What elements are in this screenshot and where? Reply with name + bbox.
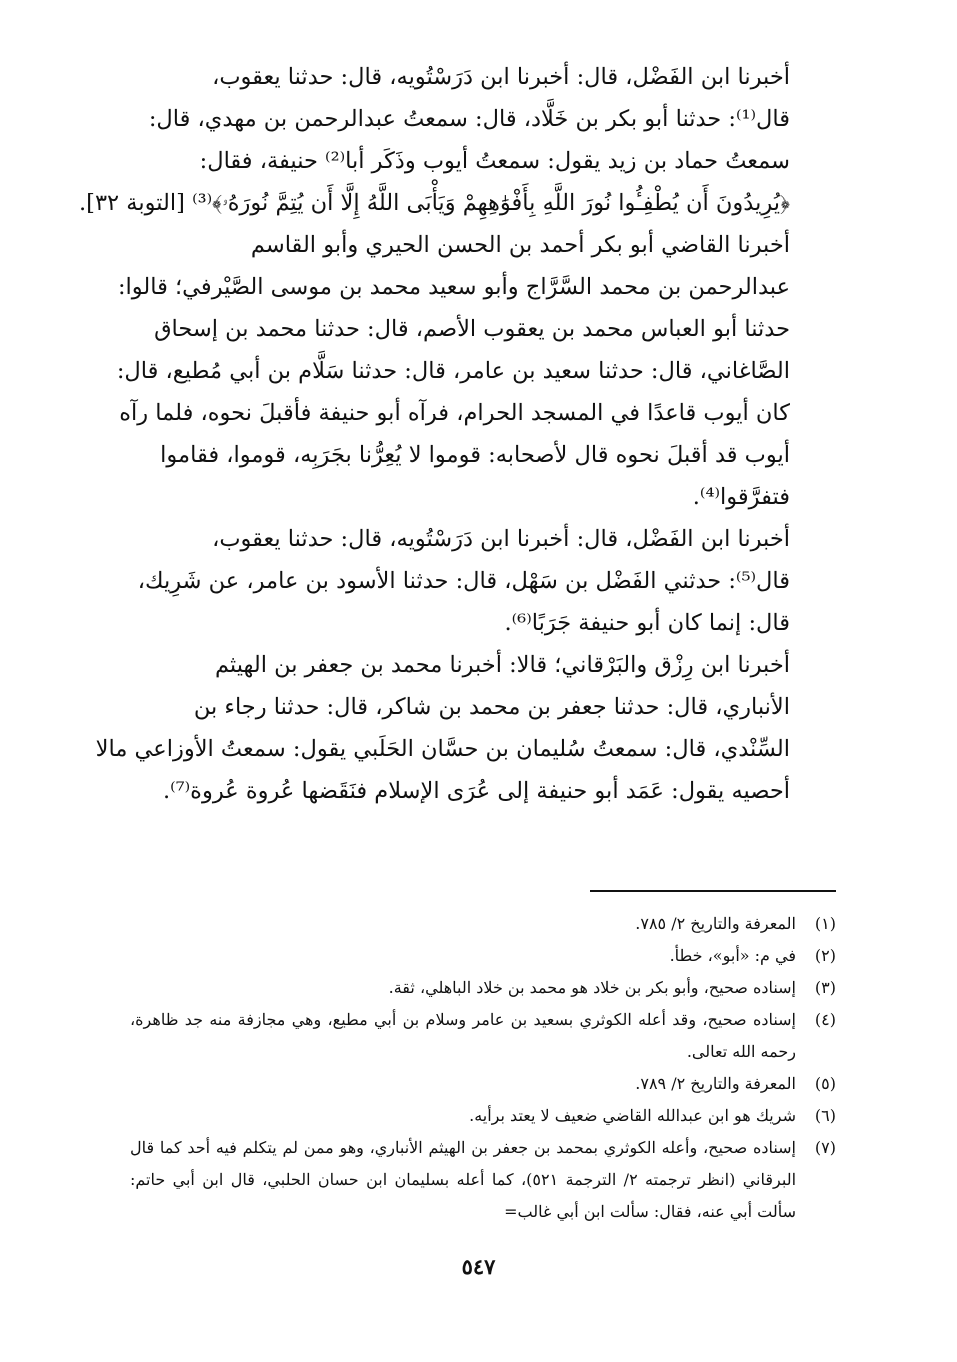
- footnote-text: المعرفة والتاريخ ٢/ ٧٨٥.: [635, 914, 796, 933]
- footnote-5: [130, 1068, 836, 1100]
- footnote-3: [130, 972, 836, 1004]
- footnote-text: في م: «أبو»، خطأ.: [669, 946, 796, 965]
- footnote-7: [130, 1132, 836, 1228]
- text-line: الصَّاغاني، قال: حدثنا سعيد بن عامر، قال: حدثنا سَلَّام بن أبي مُطيع، قال:: [116, 358, 790, 384]
- footnote-text: إسناده صحيح، وأعله الكوثري بمحمد بن جعفر بن الهيثم الأنباري، وهو ممن لم يتكلم فيه أحد كما قال البرقاني (انظر ترجمته ٢/ الترجمة ٥٢١)، كما أعله بسليمان ابن حسان الحلبي، قال ابن أبي حاتم: سألت أبي عنه، فقال: سألت ابن أبي غالب=: [130, 1138, 797, 1221]
- text-line: أيوب قد أقبلَ نحوه قال لأصحابه: قوموا لا يُعِرُّنا بجَرَبِه، قوموا، فقاموا: [160, 442, 790, 468]
- footnote-number: (٢): [814, 946, 836, 965]
- text-line: أخبرنا ابن رِزْق والبَرْقاني؛ قالا: أخبرنا محمد بن جعفر بن الهيثم: [214, 652, 790, 678]
- text-line: حدثنا أبو العباس محمد بن يعقوب الأصم، قال: حدثنا محمد بن إسحاق: [154, 316, 790, 342]
- text-line: سمعتُ حماد بن زيد يقول: سمعتُ أيوب وذَكَر أبا⁽²⁾ حنيفة، فقال:: [199, 148, 790, 174]
- footnote-text: إسناده صحيح، وأبو بكر بن خلاد هو محمد بن خلاد الباهلي، ثقة.: [388, 978, 796, 997]
- text-line: أخبرنا ابن الفَضْل، قال: أخبرنا ابن دَرَسْتُويه، قال: حدثنا يعقوب،: [212, 526, 790, 552]
- footnote-number: (٣): [814, 978, 836, 997]
- footnote-number: (٦): [814, 1106, 836, 1125]
- footnote-1: [130, 908, 836, 940]
- text-line: عبدالرحمن بن محمد السَّرَّاج وأبو سعيد محمد بن موسى الصَّيْرفي؛ قالوا:: [117, 274, 790, 300]
- main-text: [79, 56, 836, 812]
- text-line: السِّنْدي، قال: سمعتُ سُليمان بن حسَّان الحَلَبي يقول: سمعتُ الأوزاعي مالا: [95, 736, 790, 762]
- footnote-2: [130, 940, 836, 972]
- text-line: كان أيوب قاعدًا في المسجد الحرام، فرآه أبو حنيفة فأقبلَ نحوه، فلما رآه: [119, 400, 790, 426]
- text-line: قال: إنما كان أبو حنيفة جَرَبًا⁽⁶⁾.: [504, 610, 790, 636]
- page-number: ٥٤٧: [461, 1254, 496, 1279]
- footnote-6: [130, 1100, 836, 1132]
- text-line: الأنباري، قال: حدثنا جعفر بن محمد بن شاكر، قال: حدثنا رجاء بن: [193, 694, 790, 720]
- footnote-text: المعرفة والتاريخ ٢/ ٧٨٩.: [635, 1074, 796, 1093]
- text-line: قال⁽¹⁾: حدثنا أبو بكر بن خَلَّاد، قال: سمعتُ عبدالرحمن بن مهدي، قال:: [148, 106, 790, 132]
- footnote-4: [130, 1004, 836, 1068]
- paragraph-1: [79, 56, 836, 224]
- footnote-text: شريك هو ابن عبدالله القاضي ضعيف لا يعتد برأيه.: [469, 1106, 796, 1125]
- page-body: [79, 56, 836, 1221]
- paragraph-3: [130, 518, 836, 644]
- text-line: أخبرنا القاضي أبو بكر أحمد بن الحسن الحيري وأبو القاسم: [250, 232, 790, 258]
- quran-verse-line: ﴿يُرِيدُونَ أَن يُطْفِـُٔوا نُورَ اللَّهِ بِأَفْوَٰهِهِمْ وَيَأْبَى اللَّهُ إِلَّا أَن يُتِمَّ نُورَهُۥ﴾⁽³⁾ [التوبة ٣٢].: [79, 190, 790, 216]
- text-line: قال⁽⁵⁾: حدثني الفَضْل بن سَهْل، قال: حدثنا الأسود بن عامر، عن شَرِيك،: [137, 568, 790, 594]
- text-line: أخبرنا ابن الفَضْل، قال: أخبرنا ابن دَرَسْتُويه، قال: حدثنا يعقوب،: [212, 64, 790, 90]
- text-line: أحصيه يقول: عَمَد أبو حنيفة إلى عُرَى الإسلام فنَقَضها عُروة عُروة⁽⁷⁾.: [162, 778, 790, 804]
- footnote-text: إسناده صحيح، وقد أعله الكوثري بسعيد بن عامر وسلام بن أبي مطيع، وهي مجازفة منه جد ظاهرة، رحمه الله تعالى.: [130, 1010, 796, 1061]
- footnote-number: (٤): [814, 1010, 836, 1029]
- footnote-number: (٥): [814, 1074, 836, 1093]
- paragraph-2: [116, 224, 836, 518]
- footnote-separator: [590, 890, 836, 892]
- footnote-number: (١): [814, 914, 836, 933]
- footnote-number: (٧): [814, 1138, 836, 1157]
- footnotes: [130, 908, 836, 1228]
- paragraph-4: [95, 644, 836, 812]
- text-line: فتفرَّقوا⁽⁴⁾.: [692, 484, 790, 510]
